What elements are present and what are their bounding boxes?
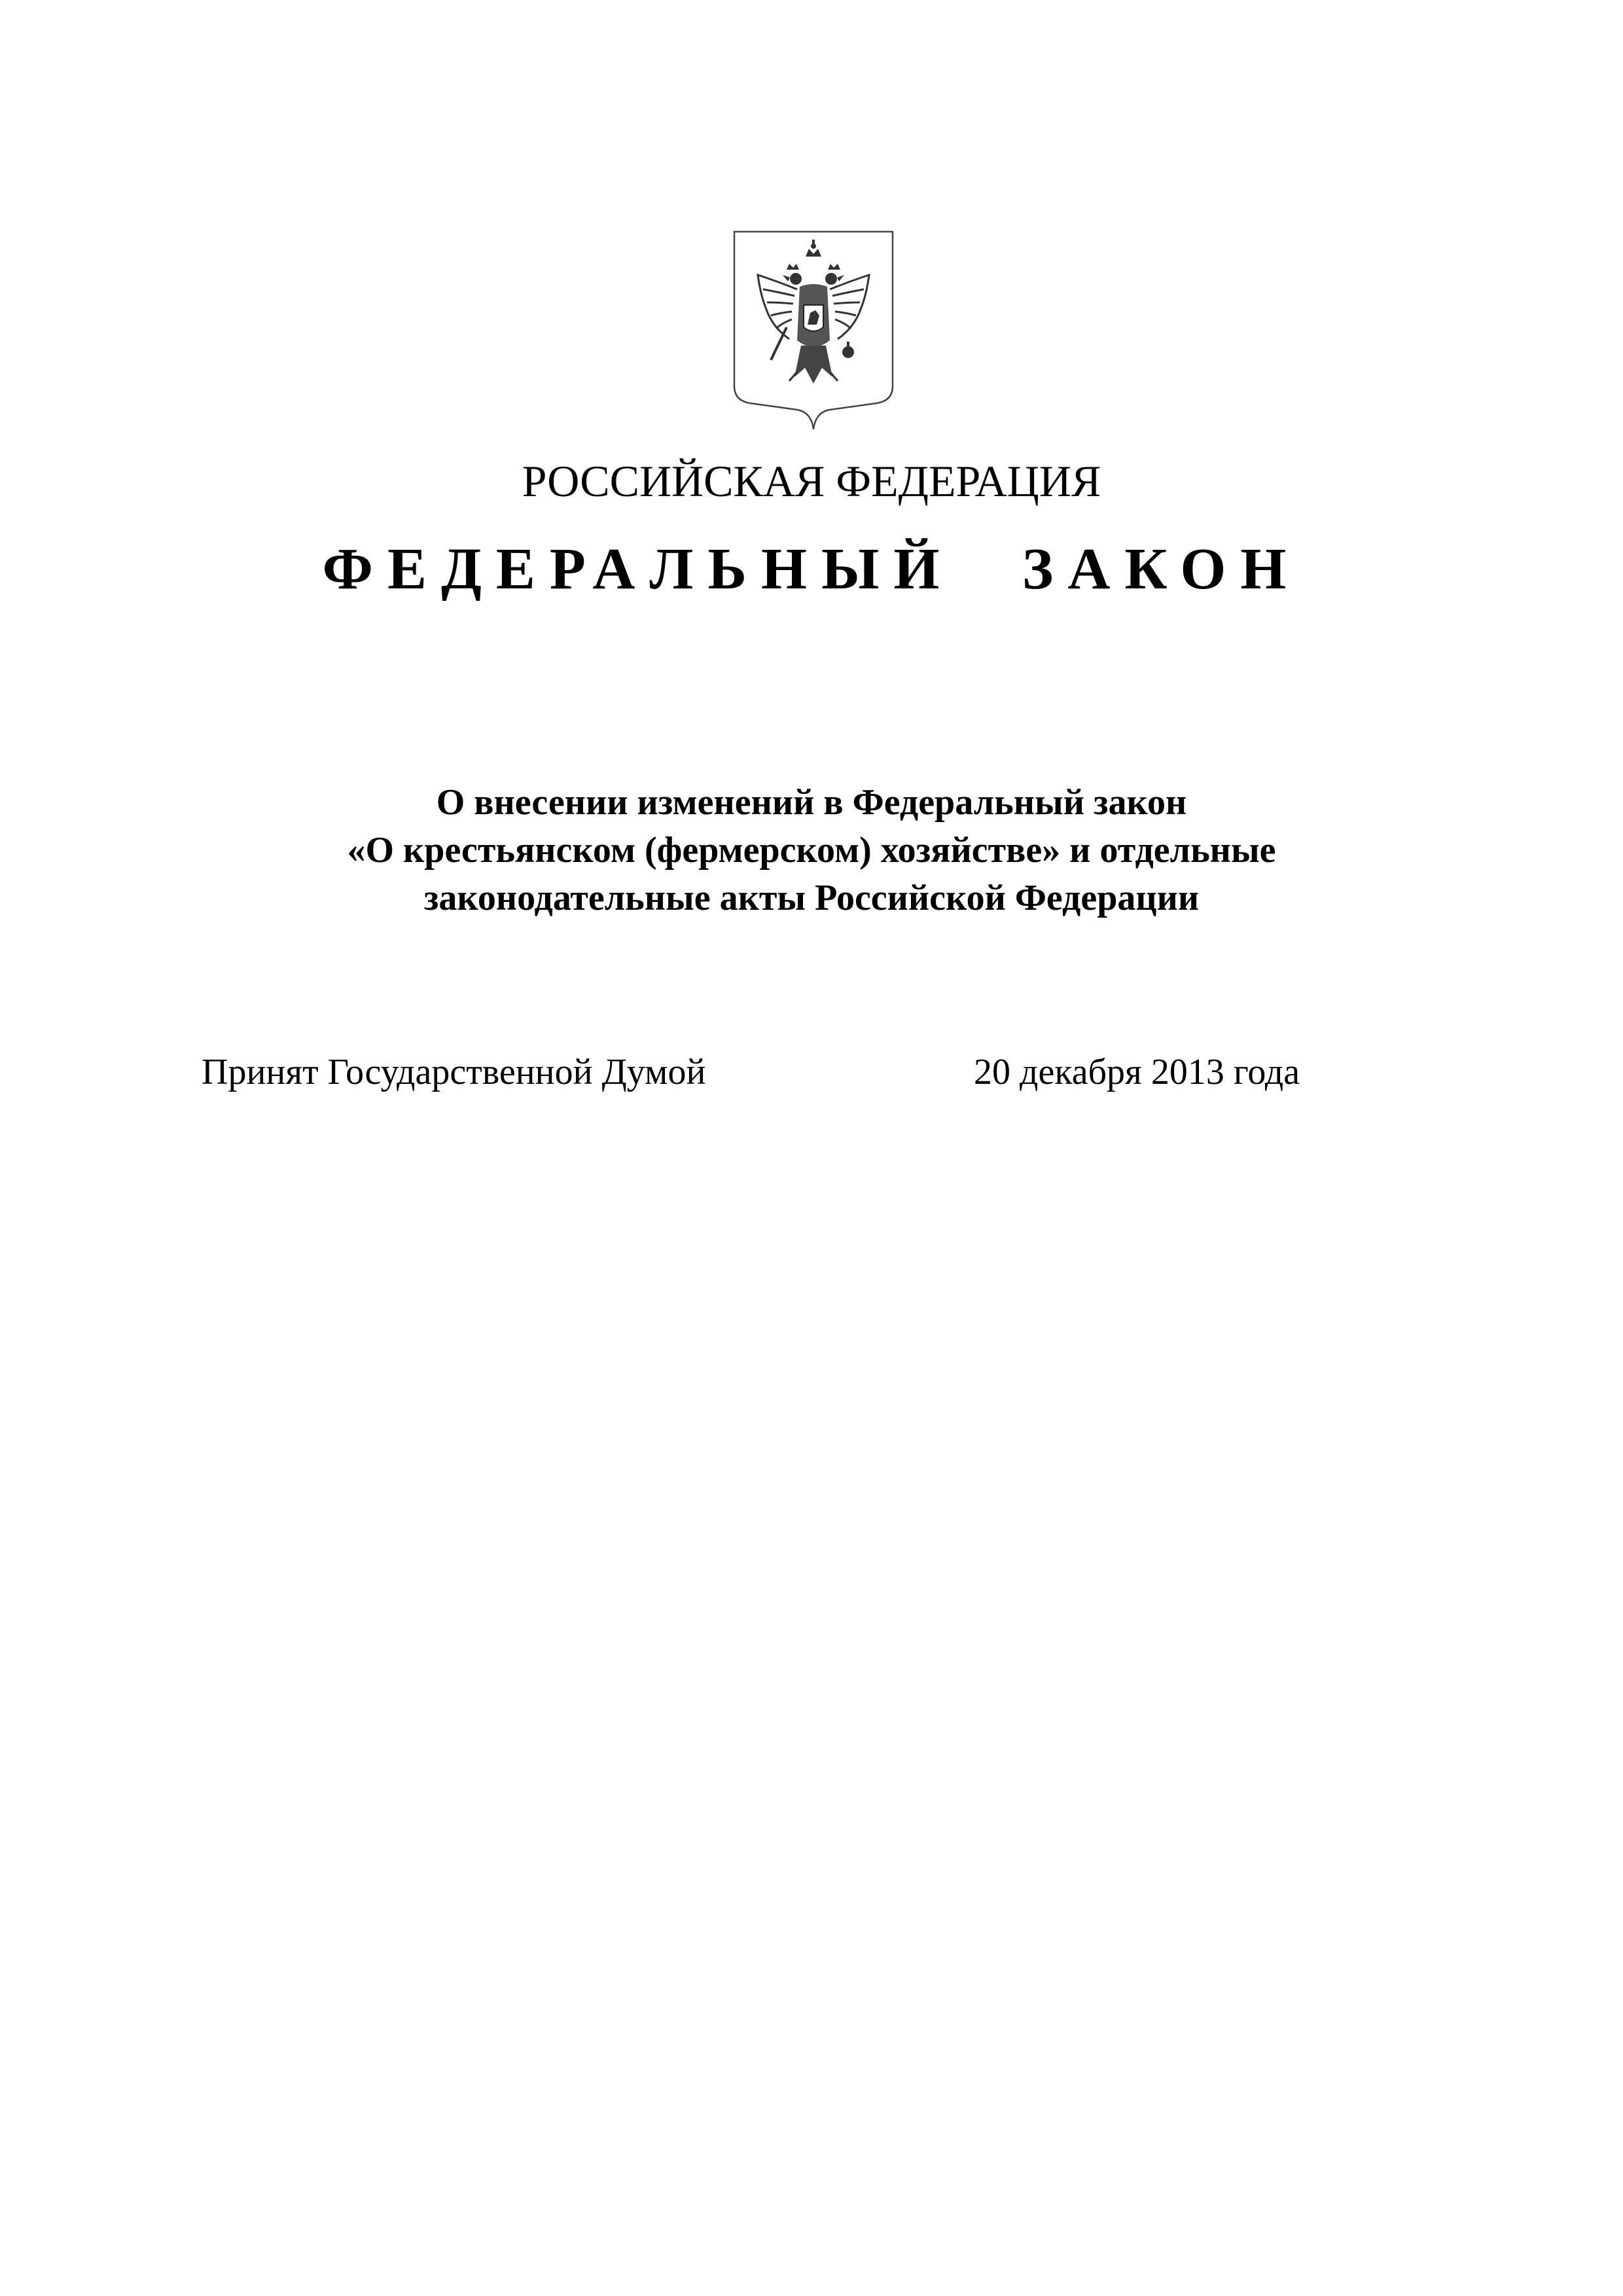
law-title bbox=[0, 779, 1623, 922]
document-type: ФЕДЕРАЛЬНЫЙ ЗАКОН bbox=[322, 537, 1301, 601]
law-title-line: «О крестьянском (фермерском) хозяйстве» и отдельные bbox=[347, 830, 1276, 870]
coat-of-arms-icon bbox=[732, 229, 895, 432]
law-title-line: О внесении изменений в Федеральный закон bbox=[436, 782, 1187, 823]
law-title-line: законодательные акты Российской Федерации bbox=[423, 878, 1200, 918]
country-name: РОССИЙСКАЯ ФЕДЕРАЦИЯ bbox=[522, 456, 1101, 506]
adopted-by: Принят Государственной Думой bbox=[202, 1052, 706, 1092]
adoption-date: 20 декабря 2013 года bbox=[974, 1052, 1300, 1092]
